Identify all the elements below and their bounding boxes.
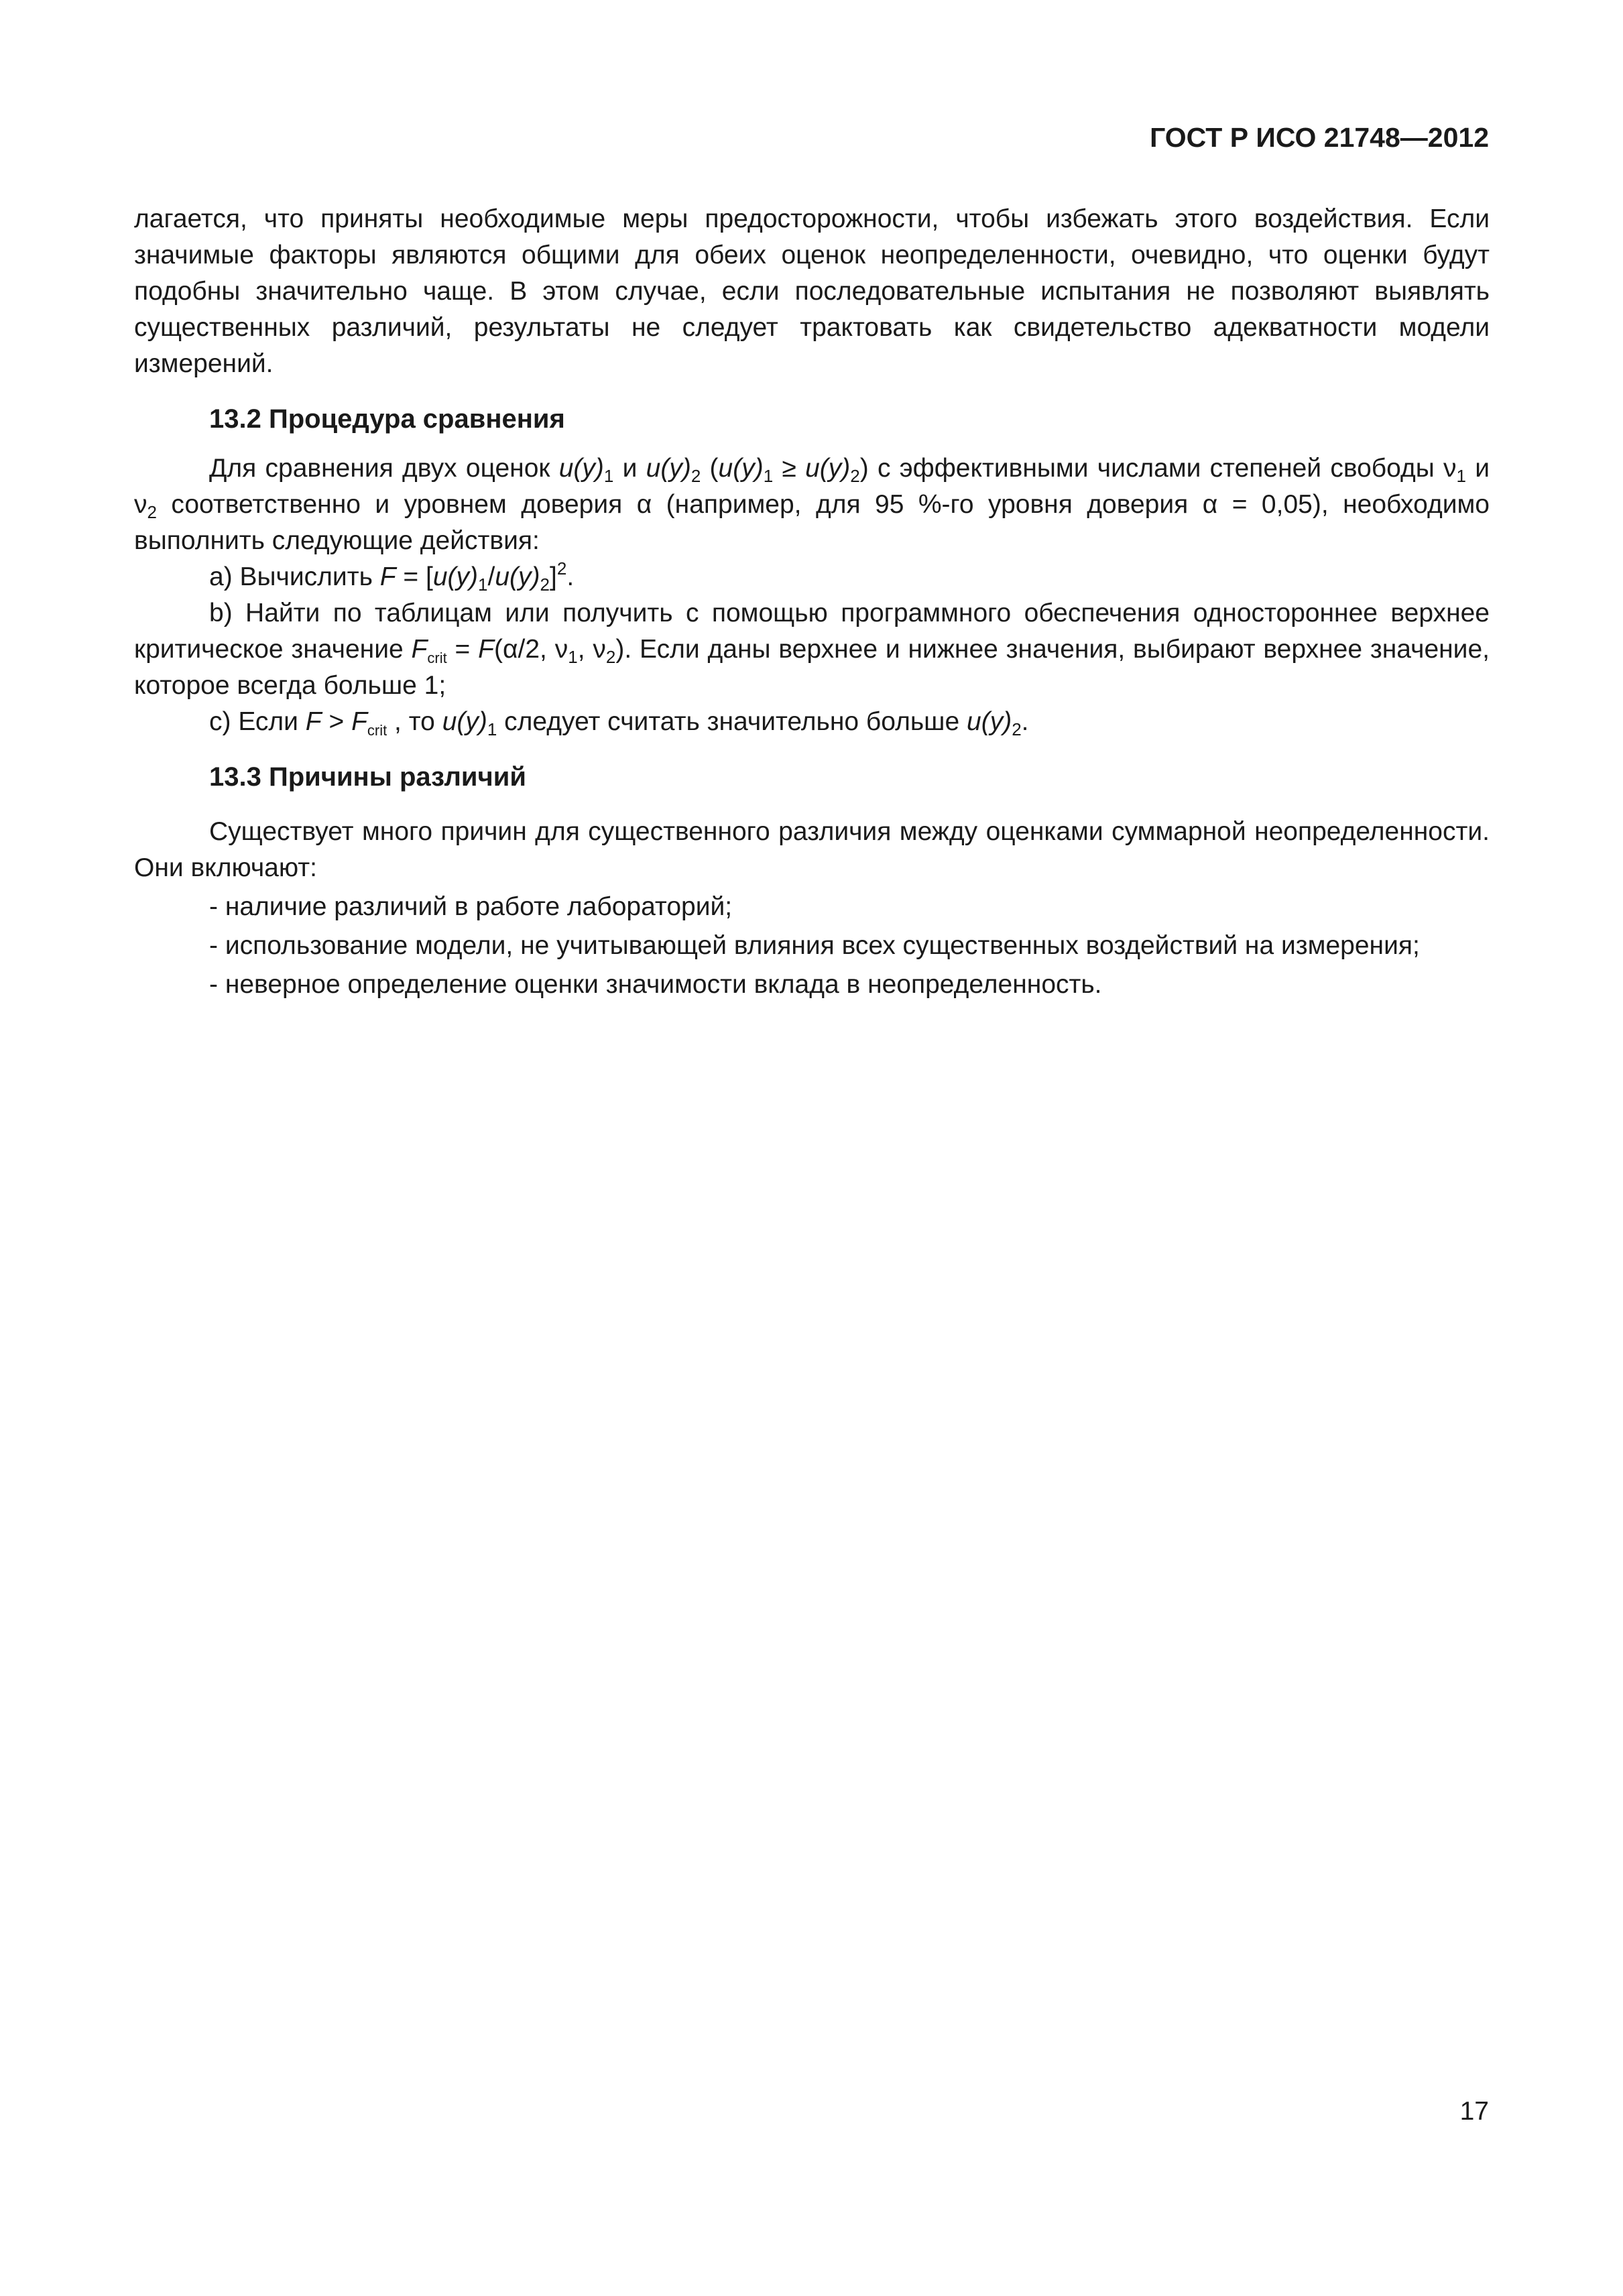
list-item: - наличие различий в работе лабораторий;	[209, 892, 733, 921]
section-13-2-heading: 13.2 Процедура сравнения	[209, 404, 565, 434]
document-header: ГОСТ Р ИСО 21748—2012	[1150, 122, 1489, 153]
list-item: - неверное определение оценки значимости вклада в неопределенность.	[209, 970, 1102, 999]
page-number: 17	[1459, 2097, 1489, 2126]
step-a: a) Вычислить $F = [u(y)_1/u(y)_2]^2$.	[209, 558, 575, 595]
step-b: b) Найти по таблицам или получить с помощью программного обеспечения одностороннее верхнее критическое значение $F_{crit} = F(\alpha/2$, $\nu_1$, $\nu_2$). Если даны верхнее и нижнее значения, выбирают верхнее значение, которое всегда больше 1;	[134, 599, 1490, 700]
intro-paragraph: лагается, что приняты необходимые меры предосторожности, чтобы избежать этого воздействия. Если значимые факторы являются общими для обеих оценок неопределенности, очевидно, что оценки будут подобны значительно чаще. В этом случае, если последовательные испытания не позволяют выявлять существенных различий, результаты не следует трактовать как свидетельство адекватности модели измерений.	[134, 204, 1490, 378]
step-c: c) Если $F > F_{crit}$ , то $u(y)_1$ следует считать значительно больше $u(y)_2$.	[209, 707, 1029, 739]
section-13-2-paragraph: Для сравнения двух оценок $u(y)_1$ и $u(y)_2$ $(u(y)_1 \ge u(y)_2)$ с эффективными числами степеней свободы $\nu_1$ и $\nu_2$ соответственно и уровнем доверия α (например, для 95 %-го уровня доверия α = 0,05), необходимо выполнить следующие действия:	[134, 454, 1490, 555]
list-item: - использование модели, не учитывающей влияния всех существенных воздействий на измерения;	[209, 931, 1420, 960]
section-13-3-paragraph: Существует много причин для существенного различия между оценками суммарной неопределенности. Они включают:	[134, 817, 1490, 882]
section-13-3-heading: 13.3 Причины различий	[209, 762, 526, 792]
page-content	[134, 201, 1490, 1003]
